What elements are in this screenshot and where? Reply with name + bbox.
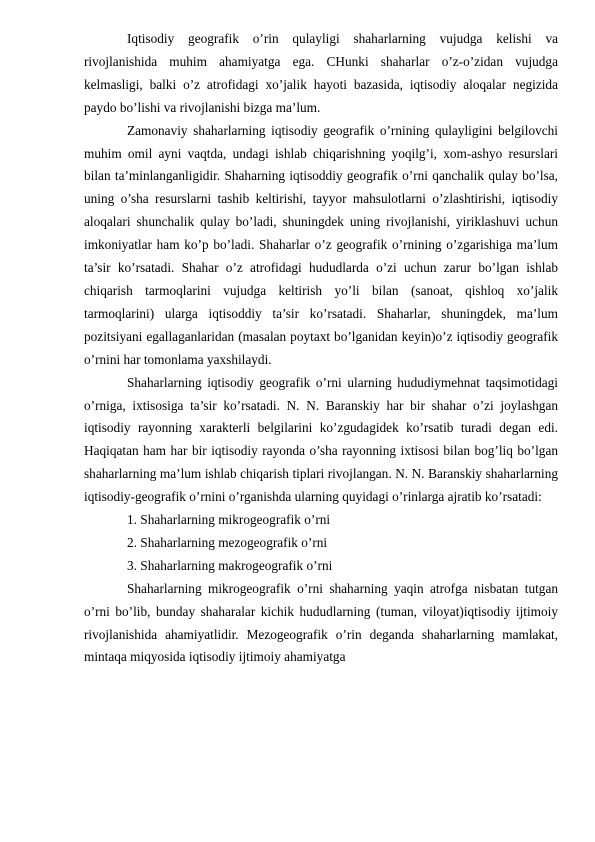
list-item-micro: 1. Shaharlarning mikrogeografik o’rni	[127, 512, 331, 528]
paragraph-economic-geographic-position: Iqtisodiy geografik o’rin qulayligi shaharlarning vujudga kelishi va rivojlanishida muhim ahamiyatga ega. CHunki shaharlar o’z-o’zidan vujudga kelmasligi, balki o’z atrofidagi xo’jalik hayoti bazasida, iqtisodiy aloqalar negizida paydo bo’lishi va rivojlanishi bizga ma’lum.	[84, 31, 558, 115]
document-page	[84, 28, 558, 669]
paragraph-baranskiy: Shaharlarning iqtisodiy geografik o’rni ularning hududiymehnat taqsimotidagi o’rniga, ixtisosiga ta’sir ko’rsatadi. N. N. Baranskiy har bir shahar o’zi joylashgan iqtisodiy rayonning xarakterli belgilarini ko’zgudagidek ko’rsatib turadi degan edi. Haqiqatan ham har bir iqtisodiy rayonda o’sha rayonning ixtisosi bilan bog’liq bo’lgan shaharlarning ma’lum ishlab chiqarish tiplari rivojlangan. N. N. Baranskiy shaharlarning iqtisodiy-geografik o’rnini o’rganishda ularning quyidagi o’rinlarga ajratib ko’rsatadi:	[84, 374, 558, 505]
paragraph-modern-cities: Zamonaviy shaharlarning iqtisodiy geografik o’rnining qulayligini belgilovchi muhim omil ayni vaqtda, undagi ishlab chiqarishning yoqilg’i, xom-ashyo resurslari bilan ta’minlanganligidir. Shaharning iqtisoddiy geografik o’rni qanchalik qulay bo’lsa, uning o’sha resurslarni tashib keltirishi, tayyor mahsulotlarni o’zlashtirishi, iqtisodiy aloqalari shunchalik qulay bo’ladi, shuningdek uning rivojlanishi, yiriklashuvi uchun imkoniyatlar ham ko’p bo’ladi. Shaharlar o’z geografik o’rnining o’zgarishiga ma’lum ta’sir ko’rsatadi. Shahar o’z atrofidagi hududlarda o’zi uchun zarur bo’lgan ishlab chiqarish tarmoqlarini vujudga keltirish yo’li bilan (sanoat, qishloq xo’jalik tarmoqlarini) ularga iqtisoddiy ta’sir ko’rsatadi. Shaharlar, shuningdek, ma’lum pozitsiyani egallaganlaridan (masalan poytaxt bo’lganidan keyin)o’z iqtisodiy geografik o’rnini har tomonlama yaxshilaydi.	[84, 122, 558, 367]
list-item-macro: 3. Shaharlarning makrogeografik o’rni	[127, 557, 333, 573]
paragraph-microgeographic: Shaharlarning mikrogeografik o’rni shaharning yaqin atrofga nisbatan tutgan o’rni bo’lib, bunday shaharalar kichik hududlarning (tuman, viloyat)iqtisodiy ijtimoiy rivojlanishida ahamiyatlidir. Mezogeografik o’rin deganda shaharlarning mamlakat, mintaqa miqyosida iqtisodiy ijtimoiy ahamiyatga	[84, 580, 558, 665]
list-item-meso: 2. Shaharlarning mezogeografik o’rni	[127, 534, 328, 550]
